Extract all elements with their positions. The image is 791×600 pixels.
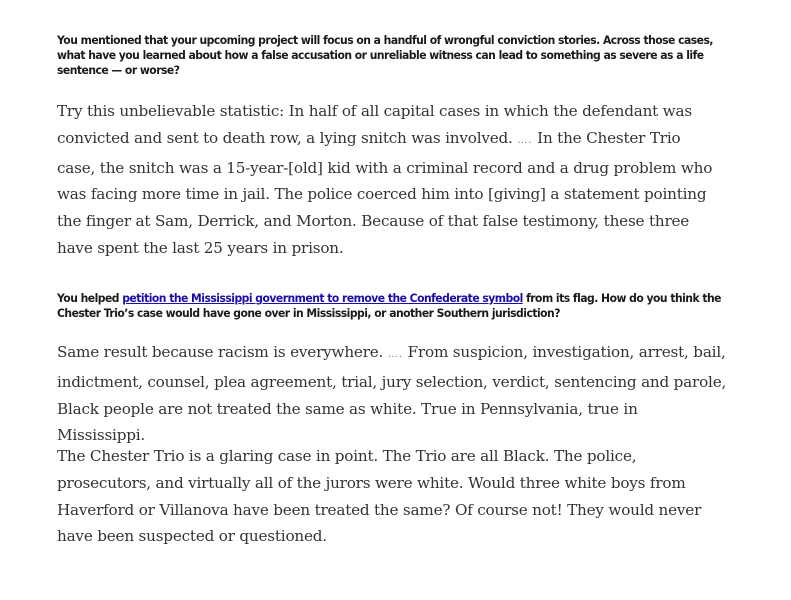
interview-answer-1	[57, 98, 722, 262]
answer-1-text-start: Try this unbelievable statistic: In half of all capital cases in which the defendant was convicted and sent to death row, a lying snitch was involved.	[57, 102, 692, 147]
answer-2-ellipsis: ….	[387, 349, 403, 360]
answer-2-text-start: Same result because racism is everywhere.	[57, 343, 384, 361]
question-2-text-end: from its flag. How do you think the Chester Trio’s case would have gone over in Mississippi, or another Southern jurisdiction?	[57, 291, 721, 320]
answer-2-text-end: From suspicion, investigation, arrest, bail, indictment, counsel, plea agreement, trial, jury selection, verdict, sentencing and parole, Black people are not treated the same as white. True in Pennsylvania, true in Mississippi.	[57, 343, 727, 445]
answer-1-text-end: In the Chester Trio case, the snitch was a 15-year-[old] kid with a criminal record and a drug problem who was facing more time in jail. The police coerced him into [giving] a statement pointing the finger at Sam, Derrick, and Morton. Because of that false testimony, these three have spent the last 25 years in prison.	[57, 128, 713, 257]
confederate-symbol-petition-link[interactable]: petition the Mississippi government to remove the Confederate symbol	[122, 291, 523, 305]
question-2-text-start: You helped	[57, 291, 119, 305]
answer-1-ellipsis: ….	[517, 134, 533, 146]
interview-answer-2-continued: The Chester Trio is a glaring case in point. The Trio are all Black. The police, prosecutors, and virtually all of the jurors were white. Would three white boys from Haverford or Villanova have been treated the same? Of course not! They would never have been suspected or questioned.	[57, 447, 702, 546]
interview-answer-2	[57, 339, 729, 449]
interview-question-2	[57, 291, 727, 321]
interview-question-1: You mentioned that your upcoming project will focus on a handful of wrongful conviction stories. Across those cases, what have you learned about how a false accusation or unreliable witness can lead to something as severe as a life sentence — or worse?	[57, 33, 713, 77]
